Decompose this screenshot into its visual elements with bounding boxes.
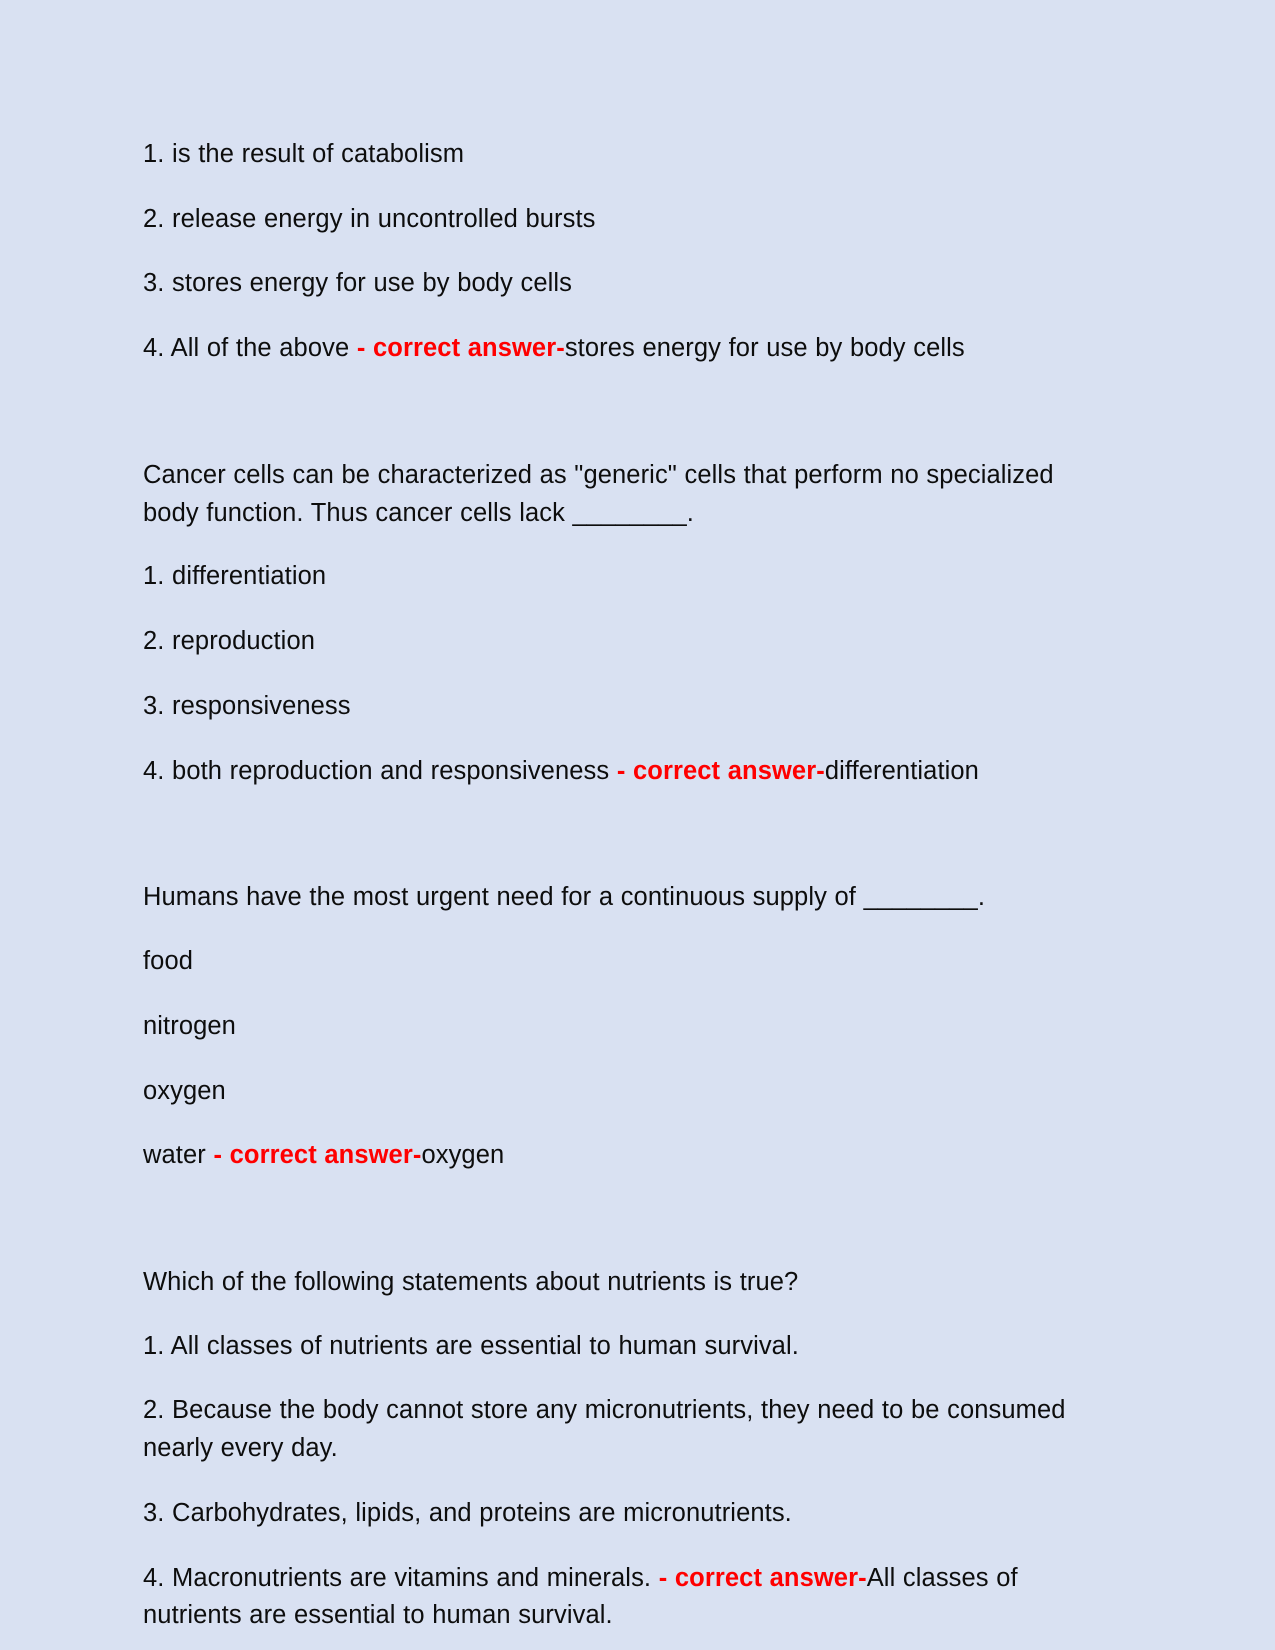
option-line: 2. reproduction: [143, 627, 316, 656]
question-stem: Which of the following statements about nutrients is true?: [143, 1268, 799, 1297]
option-line-with-answer: [143, 330, 1080, 368]
answer-text: differentiation: [824, 756, 979, 785]
option-line: oxygen: [143, 1076, 226, 1105]
option-line: nitrogen: [143, 1011, 236, 1040]
option-line-with-answer: [143, 1560, 1080, 1635]
correct-answer-marker: - correct answer-: [616, 756, 825, 785]
answer-text: All classes of nutrients are essential to human survival.: [143, 1563, 1018, 1630]
question-block-1: [143, 136, 1080, 368]
option-text: 4. Macronutrients are vitamins and minerals.: [143, 1563, 659, 1592]
option-line: 3. stores energy for use by body cells: [143, 269, 572, 298]
question-stem: Humans have the most urgent need for a continuous supply of ________.: [143, 883, 986, 912]
block-spacer: [143, 395, 1080, 457]
option-line: 1. All classes of nutrients are essential to human survival.: [143, 1331, 799, 1360]
option-text: 4. All of the above: [143, 334, 357, 363]
answer-text: stores energy for use by body cells: [564, 334, 965, 363]
option-line: 2. Because the body cannot store any micronutrients, they need to be consumed nearly every day.: [143, 1396, 1066, 1463]
correct-answer-marker: - correct answer-: [356, 334, 565, 363]
correct-answer-marker: - correct answer-: [658, 1563, 867, 1592]
option-text: water: [143, 1141, 214, 1170]
question-block-3: [143, 879, 1080, 1175]
correct-answer-marker: - correct answer-: [213, 1141, 422, 1170]
answer-text: oxygen: [421, 1141, 505, 1170]
question-block-2: [143, 457, 1080, 790]
option-text: 4. both reproduction and responsiveness: [143, 756, 617, 785]
option-line: 2. release energy in uncontrolled bursts: [143, 204, 596, 233]
question-block-4: [143, 1264, 1080, 1635]
block-spacer: [143, 817, 1080, 879]
option-line-with-answer: [143, 753, 1080, 791]
option-line: 1. differentiation: [143, 562, 327, 591]
option-line: 3. Carbohydrates, lipids, and proteins are micronutrients.: [143, 1498, 792, 1527]
block-spacer: [143, 1202, 1080, 1264]
question-stem: Cancer cells can be characterized as "generic" cells that perform no specialized body function. Thus cancer cells lack ________.: [143, 460, 1054, 527]
option-line-with-answer: [143, 1137, 1080, 1175]
option-line: 3. responsiveness: [143, 691, 351, 720]
option-line: food: [143, 947, 194, 976]
option-line: 1. is the result of catabolism: [143, 140, 465, 168]
